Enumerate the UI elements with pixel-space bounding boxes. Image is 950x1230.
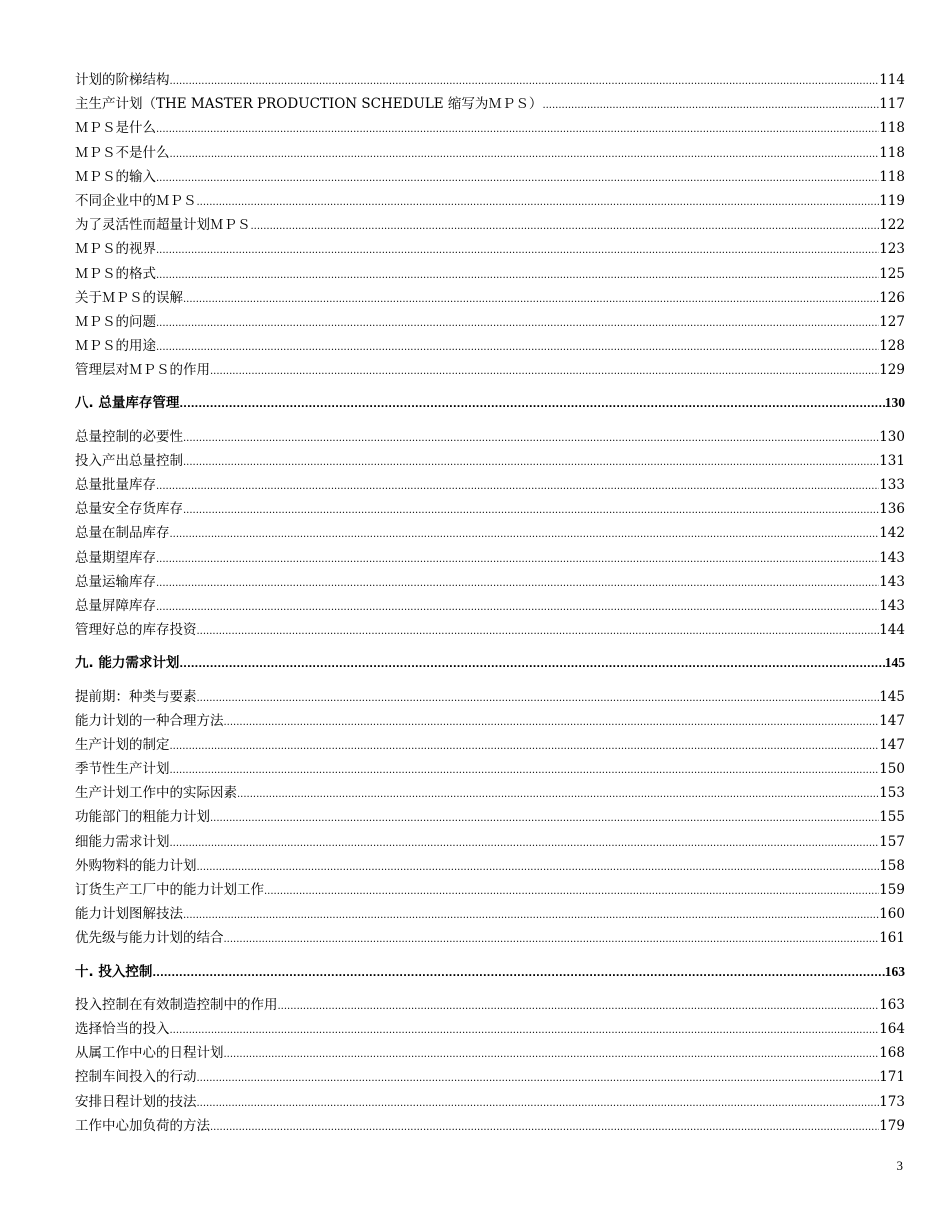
toc-entry-title: 投入产出总量控制 bbox=[75, 452, 183, 469]
dot-leader bbox=[170, 1019, 880, 1043]
toc-entry-page: 126 bbox=[879, 289, 905, 306]
toc-entry-title: 功能部门的粗能力计划 bbox=[75, 809, 210, 826]
dot-leader bbox=[183, 499, 879, 523]
toc-entry-title: ＭＰＳ不是什么 bbox=[75, 144, 170, 161]
toc-entry[interactable] bbox=[75, 902, 905, 926]
toc-chapter-8[interactable] bbox=[75, 391, 905, 415]
toc-entry-title: 优先级与能力计划的结合 bbox=[75, 930, 224, 947]
toc-group-2 bbox=[75, 425, 905, 643]
toc-entry[interactable] bbox=[75, 473, 905, 497]
toc-entry[interactable] bbox=[75, 449, 905, 473]
toc-entry-page: 155 bbox=[879, 809, 905, 826]
dot-leader bbox=[251, 215, 880, 239]
dot-leader bbox=[210, 360, 879, 384]
chapter-title: 十. 投入控制 bbox=[75, 963, 153, 980]
toc-entry-page: 143 bbox=[879, 597, 905, 614]
dot-leader bbox=[170, 735, 880, 759]
chapter-title: 九. 能力需求计划 bbox=[75, 655, 180, 672]
toc-entry[interactable] bbox=[75, 1065, 905, 1089]
dot-leader bbox=[170, 759, 880, 783]
toc-entry[interactable] bbox=[75, 757, 905, 781]
toc-chapter-10[interactable] bbox=[75, 960, 905, 984]
dot-leader bbox=[156, 336, 879, 360]
toc-entry[interactable] bbox=[75, 262, 905, 286]
toc-entry-title: 关于ＭＰＳ的误解 bbox=[75, 289, 183, 306]
toc-entry[interactable] bbox=[75, 189, 905, 213]
toc-entry-page: 145 bbox=[879, 688, 905, 705]
toc-entry-page: 127 bbox=[879, 313, 905, 330]
chapter-page: 145 bbox=[884, 655, 905, 671]
dot-leader bbox=[156, 239, 879, 263]
toc-entry[interactable] bbox=[75, 733, 905, 757]
table-of-contents bbox=[75, 68, 905, 1138]
toc-entry-title: 安排日程计划的技法 bbox=[75, 1093, 197, 1110]
toc-group-1 bbox=[75, 68, 905, 382]
toc-entry-page: 133 bbox=[879, 477, 905, 493]
toc-entry-page: 163 bbox=[879, 996, 905, 1013]
toc-entry[interactable] bbox=[75, 546, 905, 570]
toc-entry[interactable] bbox=[75, 570, 905, 594]
toc-entry-title: ＭＰＳ的格式 bbox=[75, 265, 156, 282]
dot-leader bbox=[156, 312, 879, 336]
toc-entry[interactable] bbox=[75, 213, 905, 237]
dot-leader bbox=[156, 118, 879, 142]
toc-entry-page: 122 bbox=[879, 217, 905, 234]
dot-leader bbox=[197, 856, 880, 880]
toc-entry-page: 179 bbox=[879, 1117, 905, 1134]
toc-entry[interactable] bbox=[75, 854, 905, 878]
toc-entry[interactable] bbox=[75, 1041, 905, 1065]
toc-entry-title: 季节性生产计划 bbox=[75, 761, 170, 778]
dot-leader bbox=[237, 783, 879, 807]
chapter-title: 八. 总量库存管理 bbox=[75, 395, 180, 412]
toc-entry-title: 控制车间投入的行动 bbox=[75, 1069, 197, 1086]
toc-entry-page: 150 bbox=[879, 761, 905, 778]
toc-entry[interactable] bbox=[75, 116, 905, 140]
toc-entry-title: 总量控制的必要性 bbox=[75, 428, 183, 445]
toc-entry[interactable] bbox=[75, 334, 905, 358]
toc-group-4 bbox=[75, 993, 905, 1138]
toc-entry[interactable] bbox=[75, 1090, 905, 1114]
dot-leader bbox=[197, 191, 880, 215]
toc-entry[interactable] bbox=[75, 1114, 905, 1138]
dot-leader bbox=[156, 167, 879, 191]
toc-entry[interactable] bbox=[75, 165, 905, 189]
toc-entry-title: 为了灵活性而超量计划ＭＰＳ bbox=[75, 217, 251, 234]
toc-entry-page: 118 bbox=[879, 168, 905, 185]
dot-leader bbox=[156, 548, 879, 572]
toc-entry-title: 提前期：种类与要素 bbox=[75, 688, 197, 705]
toc-entry-title: ＭＰＳ的用途 bbox=[75, 338, 156, 355]
dot-leader bbox=[210, 807, 879, 831]
toc-entry-page: 142 bbox=[879, 525, 905, 542]
toc-entry-title: ＭＰＳ的输入 bbox=[75, 168, 156, 185]
toc-entry-page: 173 bbox=[879, 1093, 905, 1110]
toc-entry-page: 123 bbox=[879, 241, 905, 258]
toc-entry-page: 125 bbox=[879, 265, 905, 282]
dot-leader bbox=[156, 572, 879, 596]
toc-entry[interactable] bbox=[75, 141, 905, 165]
toc-entry-title: 总量期望库存 bbox=[75, 549, 156, 566]
toc-entry[interactable] bbox=[75, 68, 905, 92]
toc-entry[interactable] bbox=[75, 781, 905, 805]
toc-entry-title: 细能力需求计划 bbox=[75, 833, 170, 850]
toc-entry-page: 136 bbox=[879, 501, 905, 518]
toc-entry-title: 外购物料的能力计划 bbox=[75, 857, 197, 874]
toc-entry-page: 164 bbox=[879, 1020, 905, 1037]
dot-leader bbox=[156, 475, 879, 499]
toc-entry-page: 147 bbox=[879, 736, 905, 753]
toc-entry-title: 管理好总的库存投资 bbox=[75, 622, 197, 639]
toc-entry-page: 143 bbox=[879, 549, 905, 566]
dot-leader bbox=[278, 995, 880, 1019]
toc-entry-page: 114 bbox=[879, 72, 905, 88]
toc-entry[interactable] bbox=[75, 497, 905, 521]
toc-entry[interactable] bbox=[75, 594, 905, 618]
toc-entry[interactable] bbox=[75, 993, 905, 1017]
toc-entry-page: 168 bbox=[879, 1045, 905, 1062]
dot-leader bbox=[152, 962, 884, 986]
dot-leader bbox=[170, 143, 880, 167]
dot-leader bbox=[170, 832, 880, 856]
dot-leader bbox=[542, 94, 879, 118]
toc-entry[interactable] bbox=[75, 926, 905, 950]
toc-entry-title: 工作中心加负荷的方法 bbox=[75, 1117, 210, 1134]
toc-entry[interactable] bbox=[75, 618, 905, 642]
dot-leader bbox=[179, 653, 884, 677]
toc-entry-title: 生产计划的制定 bbox=[75, 736, 170, 753]
chapter-page: 130 bbox=[884, 395, 905, 411]
toc-entry-page: 118 bbox=[879, 120, 905, 137]
toc-entry[interactable] bbox=[75, 878, 905, 902]
toc-entry-title: 总量屏障库存 bbox=[75, 597, 156, 614]
toc-entry[interactable] bbox=[75, 685, 905, 709]
toc-entry-title: 订货生产工厂中的能力计划工作 bbox=[75, 882, 264, 898]
toc-entry-page: 160 bbox=[879, 906, 905, 923]
toc-entry-title: 计划的阶梯结构 bbox=[75, 72, 170, 88]
page-number: 3 bbox=[896, 1158, 903, 1173]
toc-entry-page: 128 bbox=[879, 338, 905, 355]
toc-entry-page: 158 bbox=[879, 857, 905, 874]
toc-group-3 bbox=[75, 685, 905, 951]
toc-entry[interactable] bbox=[75, 1017, 905, 1041]
toc-entry-title: ＭＰＳ的问题 bbox=[75, 313, 156, 330]
dot-leader bbox=[170, 523, 880, 547]
toc-entry[interactable] bbox=[75, 310, 905, 334]
dot-leader bbox=[179, 393, 884, 417]
toc-entry-title: 选择恰当的投入 bbox=[75, 1020, 170, 1037]
dot-leader bbox=[264, 880, 879, 904]
toc-entry-page: 131 bbox=[879, 452, 905, 469]
toc-entry-page: 129 bbox=[879, 362, 905, 379]
toc-entry-page: 144 bbox=[879, 622, 905, 639]
toc-entry-page: 157 bbox=[879, 833, 905, 850]
toc-entry-title: 主生产计划（THE MASTER PRODUCTION SCHEDULE 缩写为ＭＰＳ） bbox=[75, 96, 543, 113]
toc-entry[interactable] bbox=[75, 521, 905, 545]
toc-entry-title: 能力计划图解技法 bbox=[75, 906, 183, 923]
toc-entry-page: 171 bbox=[879, 1069, 905, 1086]
toc-entry-page: 153 bbox=[879, 785, 905, 802]
toc-entry-title: 总量在制品库存 bbox=[75, 525, 170, 542]
toc-entry[interactable] bbox=[75, 92, 905, 116]
toc-entry[interactable] bbox=[75, 358, 905, 382]
toc-entry[interactable] bbox=[75, 830, 905, 854]
toc-entry-page: 159 bbox=[879, 882, 905, 898]
dot-leader bbox=[183, 427, 879, 451]
dot-leader bbox=[156, 264, 879, 288]
dot-leader bbox=[224, 928, 880, 952]
toc-entry-title: 总量运输库存 bbox=[75, 573, 156, 590]
dot-leader bbox=[224, 1043, 880, 1067]
toc-entry[interactable] bbox=[75, 237, 905, 261]
toc-entry-title: 投入控制在有效制造控制中的作用 bbox=[75, 996, 278, 1013]
dot-leader bbox=[197, 1092, 880, 1116]
toc-entry[interactable] bbox=[75, 709, 905, 733]
toc-entry-title: ＭＰＳ的视界 bbox=[75, 241, 156, 258]
toc-entry-title: 生产计划工作中的实际因素 bbox=[75, 785, 237, 802]
dot-leader bbox=[197, 1067, 880, 1091]
toc-entry[interactable] bbox=[75, 805, 905, 829]
toc-entry-page: 143 bbox=[879, 573, 905, 590]
toc-entry[interactable] bbox=[75, 425, 905, 449]
dot-leader bbox=[170, 70, 880, 94]
toc-entry-title: 能力计划的一种合理方法 bbox=[75, 712, 224, 729]
toc-entry-page: 130 bbox=[879, 428, 905, 445]
toc-entry-title: 总量安全存货库存 bbox=[75, 501, 183, 518]
dot-leader bbox=[183, 288, 879, 312]
toc-entry-page: 118 bbox=[879, 144, 905, 161]
toc-chapter-9[interactable] bbox=[75, 651, 905, 675]
toc-entry-title: 从属工作中心的日程计划 bbox=[75, 1045, 224, 1062]
toc-entry-page: 147 bbox=[879, 712, 905, 729]
toc-entry-title: 总量批量库存 bbox=[75, 477, 156, 493]
dot-leader bbox=[210, 1116, 879, 1140]
dot-leader bbox=[197, 687, 880, 711]
toc-entry[interactable] bbox=[75, 286, 905, 310]
dot-leader bbox=[156, 596, 879, 620]
toc-entry-title: 不同企业中的ＭＰＳ bbox=[75, 192, 197, 209]
toc-entry-page: 117 bbox=[879, 96, 905, 113]
dot-leader bbox=[224, 711, 880, 735]
chapter-page: 163 bbox=[884, 963, 905, 979]
dot-leader bbox=[197, 620, 880, 644]
toc-entry-title: ＭＰＳ是什么 bbox=[75, 120, 156, 137]
dot-leader bbox=[183, 904, 879, 928]
toc-entry-page: 119 bbox=[879, 192, 905, 209]
toc-entry-title: 管理层对ＭＰＳ的作用 bbox=[75, 362, 210, 379]
dot-leader bbox=[183, 451, 879, 475]
toc-entry-page: 161 bbox=[879, 930, 905, 947]
